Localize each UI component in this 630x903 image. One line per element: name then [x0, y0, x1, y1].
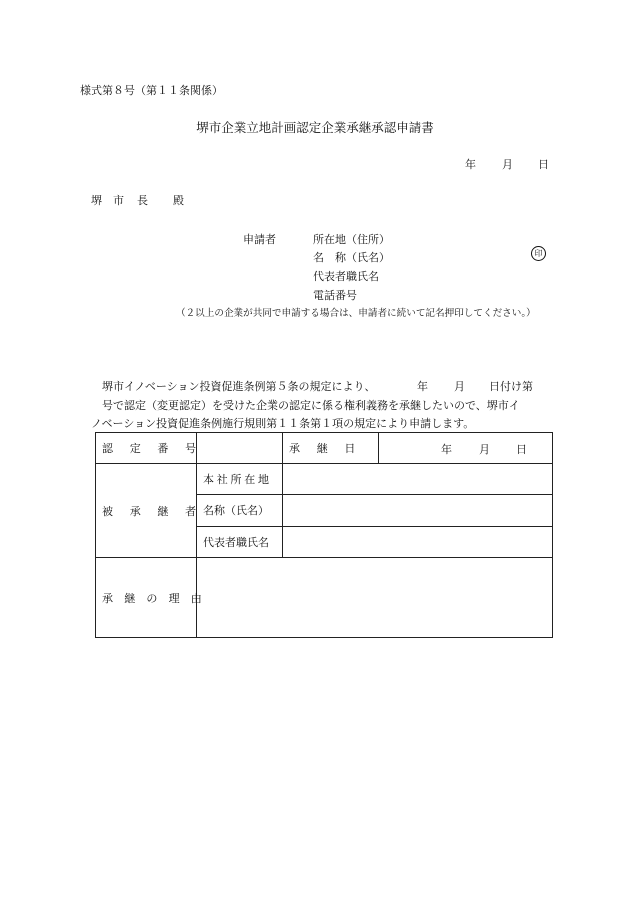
- body-year: 年: [417, 380, 428, 393]
- document-title: 堺市企業立地計画認定企業承継承認申請書: [196, 120, 434, 135]
- applicant-representative-label: 代表者職氏名: [313, 270, 379, 283]
- addressee-char: 長: [137, 194, 148, 207]
- succession-date-label: 承 継 日: [283, 433, 379, 464]
- predecessor-rep-label: 代表者職氏名: [197, 526, 283, 557]
- table-date-year: 年: [441, 443, 452, 456]
- body-line-2: 号で認定（変更認定）を受けた企業の認定に係る権利義務を承継したいので、堺市イ: [102, 398, 520, 412]
- addressee-char: 市: [113, 194, 124, 207]
- cert-number-label: 認 定 番 号: [96, 433, 197, 464]
- addressee: [91, 192, 184, 208]
- predecessor-label: 被 承 継 者: [96, 464, 197, 558]
- succession-form-table: [95, 432, 553, 638]
- date-day: 日: [538, 158, 549, 171]
- table-row: [96, 433, 553, 464]
- table-row: [96, 558, 553, 638]
- body-line-3: ノベーション投資促進条例施行規則第１１条第１項の規定により申請します。: [91, 417, 475, 430]
- addressee-char: 殿: [173, 194, 184, 207]
- applicant-name-label: 名 称（氏名）: [313, 251, 390, 264]
- addressee-char: 堺: [91, 194, 102, 207]
- predecessor-rep-field[interactable]: [283, 526, 553, 557]
- body-date-suffix: 日付け第: [489, 380, 533, 393]
- predecessor-name-field[interactable]: [283, 495, 553, 526]
- applicant-address-label: 所在地（住所）: [313, 233, 390, 246]
- form-number: 様式第８号（第１１条関係）: [80, 84, 223, 97]
- head-office-field[interactable]: [283, 464, 553, 495]
- reason-field[interactable]: [197, 558, 553, 638]
- joint-application-note: （２以上の企業が共同で申請する場合は、申請者に続いて記名押印してください。）: [176, 308, 536, 319]
- succession-date-field[interactable]: [379, 433, 553, 464]
- application-body: [80, 378, 555, 434]
- table-row: [96, 464, 553, 495]
- reason-label: 承 継 の 理 由: [96, 558, 197, 638]
- table-date-day: 日: [516, 443, 527, 456]
- head-office-label: 本社所在地: [197, 464, 283, 495]
- body-line-1: [80, 378, 555, 397]
- seal-mark: 印: [531, 246, 546, 261]
- applicant-phone-label: 電話番号: [313, 289, 357, 302]
- table-date-month: 月: [479, 443, 490, 456]
- date-month: 月: [502, 158, 513, 171]
- body-month: 月: [454, 380, 465, 393]
- body-line-1-text: 堺市イノベーション投資促進条例第５条の規定により、: [102, 380, 376, 393]
- cert-number-field[interactable]: [197, 433, 283, 464]
- date-year: 年: [465, 158, 476, 171]
- applicant-label: 申請者: [243, 233, 276, 246]
- predecessor-name-label: 名称（氏名）: [197, 495, 283, 526]
